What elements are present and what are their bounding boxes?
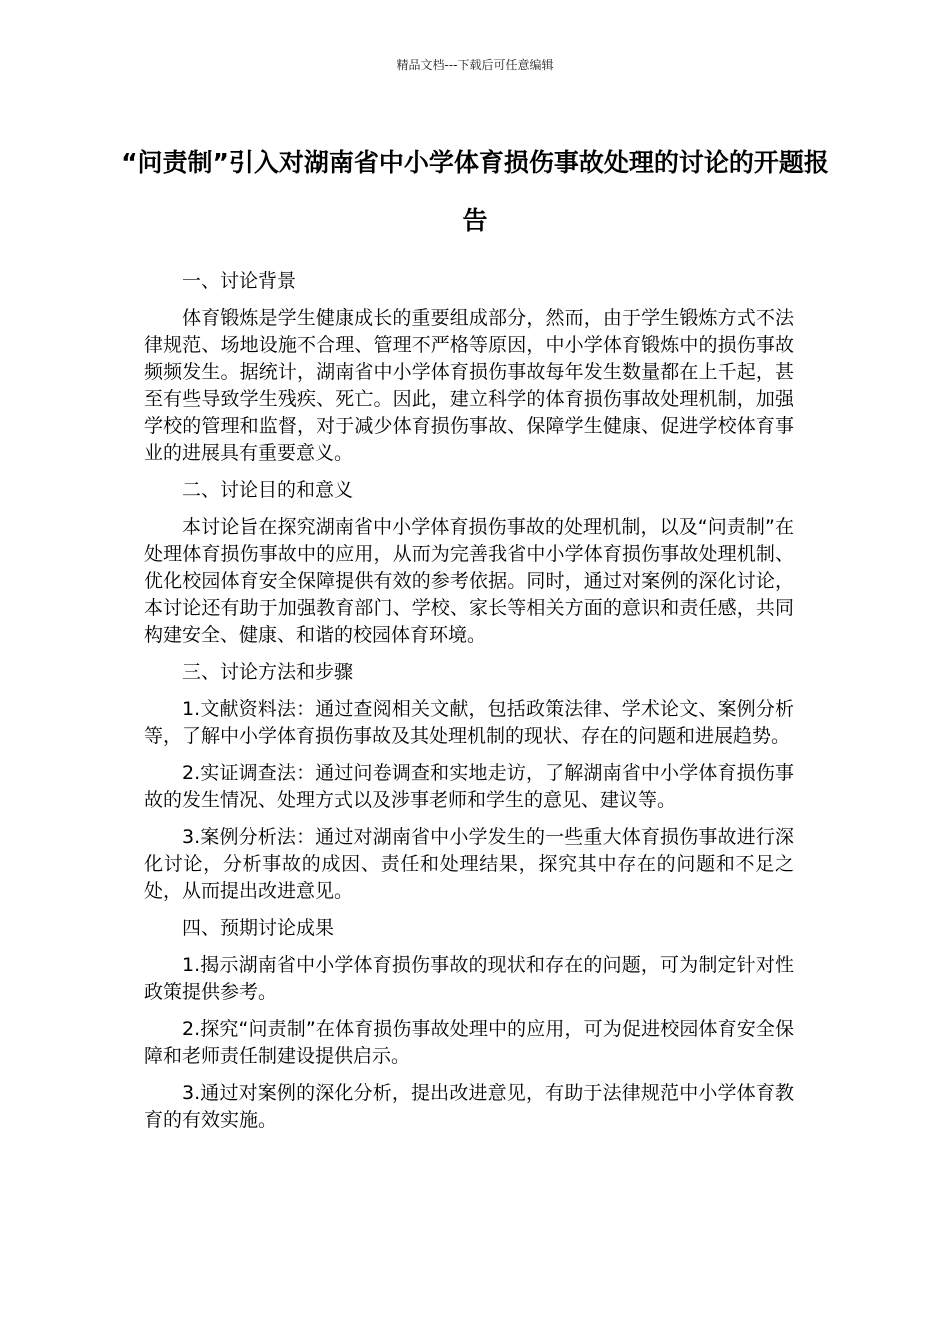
section-4-paragraph-1: 1.揭示湖南省中小学体育损伤事故的现状和存在的问题，可为制定针对性政策提供参考。 bbox=[144, 954, 794, 1003]
section-4-paragraph-3: 3.通过对案例的深化分析，提出改进意见，有助于法律规范中小学体育教育的有效实施。 bbox=[144, 1082, 794, 1131]
section-3-paragraph-3: 3.案例分析法：通过对湖南省中小学发生的一些重大体育损伤事故进行深化讨论，分析事故的成因、责任和处理结果，探究其中存在的问题和不足之处，从而提出改进意见。 bbox=[144, 826, 794, 902]
document-title: “问责制”引入对湖南省中小学体育损伤事故处理的讨论的开题报告 bbox=[121, 148, 829, 235]
section-2-paragraph-1: 本讨论旨在探究湖南省中小学体育损伤事故的处理机制，以及“问责制”在处理体育损伤事故中的应用，从而为完善我省中小学体育损伤事故处理机制、优化校园体育安全保障提供有效的参考依据。同时，通过对案例的深化讨论，本讨论还有助于加强教育部门、学校、家长等相关方面的意识和责任感，共同构建安全、健康、和谐的校园体育环境。 bbox=[144, 516, 794, 646]
document-body bbox=[144, 268, 794, 1144]
section-heading-2: 二、讨论目的和意义 bbox=[182, 479, 354, 501]
section-heading-3: 三、讨论方法和步骤 bbox=[182, 661, 354, 683]
section-heading-4: 四、预期讨论成果 bbox=[182, 917, 335, 939]
section-3-paragraph-1: 1.文献资料法：通过查阅相关文献，包括政策法律、学术论文、案例分析等，了解中小学体育损伤事故及其处理机制的现状、存在的问题和进展趋势。 bbox=[144, 698, 794, 747]
header-note: 精品文档---下载后可任意编辑 bbox=[396, 58, 554, 72]
section-heading-1: 一、讨论背景 bbox=[182, 270, 297, 292]
section-1-paragraph-1: 体育锻炼是学生健康成长的重要组成部分，然而，由于学生锻炼方式不法律规范、场地设施不合理、管理不严格等原因，中小学体育锻炼中的损伤事故频频发生。据统计，湖南省中小学体育损伤事故每年发生数量都在上千起，甚至有些导致学生残疾、死亡。因此，建立科学的体育损伤事故处理机制，加强学校的管理和监督，对于减少体育损伤事故、保障学生健康、促进学校体育事业的进展具有重要意义。 bbox=[144, 307, 794, 464]
section-4-paragraph-2: 2.探究“问责制”在体育损伤事故处理中的应用，可为促进校园体育安全保障和老师责任制建设提供启示。 bbox=[144, 1018, 794, 1067]
section-3-paragraph-2: 2.实证调查法：通过问卷调查和实地走访，了解湖南省中小学体育损伤事故的发生情况、处理方式以及涉事老师和学生的意见、建议等。 bbox=[144, 762, 794, 811]
